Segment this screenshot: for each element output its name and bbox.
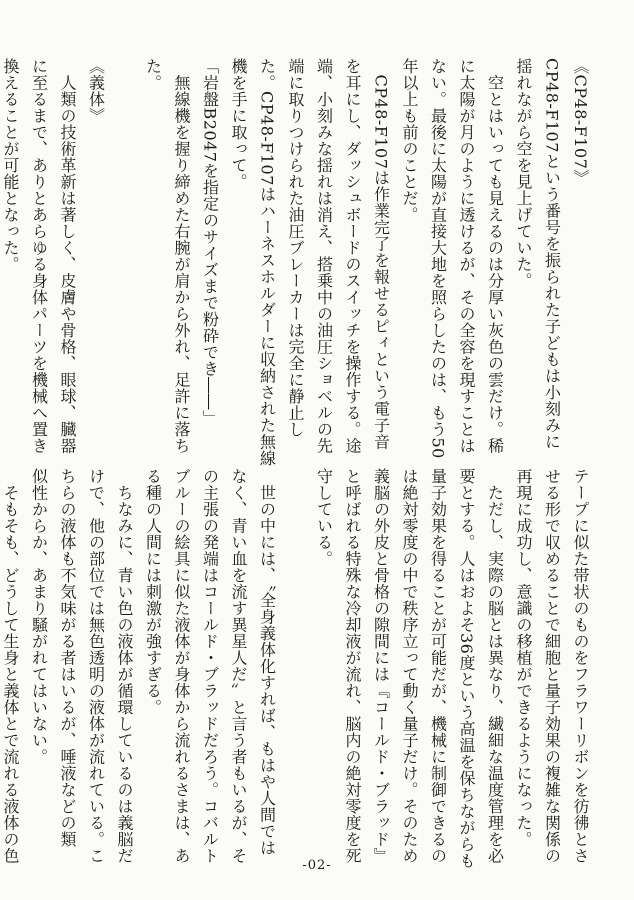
text-line: 「岩盤B2047を指定のサイズまで粉砕でき――」 [200,58,220,427]
text-line: 守している。 [314,468,334,567]
text-line: の主張の発端はコールド・ブラッドだろう。コバルト [200,468,220,864]
text-line: 再現に成功し、意識の移植ができるようになった。 [514,468,533,848]
text-line: 量子効果を得ることが可能だが、機械に制御できるの [428,468,448,864]
text-line: なく、青い血を流す異星人だ〟と言う者もいるが、そ [229,468,248,864]
text-line: 世の中には、〝全身義体化すれば、もはや人間では [257,468,277,856]
text-line: 似性からか、あまり騒がれてはいない。 [29,468,49,765]
text-line: 無線機を握り締めた右腕が肩から外れ、足許に落ち [172,58,191,454]
text-line [281,468,310,840]
text-line: ない。最後に太陽が直接大地を照らしたのは、もう50 [428,58,448,459]
text-line [110,58,139,428]
text-line: を耳にし、ダッシュボードのスイッチを操作する。途 [343,58,362,454]
text-line: そもそも、どうして生身と義体とで流れる液体の色 [1,468,20,864]
upper-text-block [1,58,594,467]
text-line: CP48-F107という番号を振られた子どもは小刻みに [542,58,562,450]
text-line: に太陽が月のように透けるが、その全容を現すことは [457,58,476,454]
text-line: る種の人間には刺激が強すぎる。 [143,468,163,716]
text-line: た。 [143,58,163,91]
text-line: 端に取りつけられた油圧ブレーカーは完全に静止し [286,58,305,438]
text-line: た。CP48-F107はハーネスホルダーに収納された無線 [257,58,277,467]
section-heading: 《CP48-F107》 [571,58,590,186]
text-line: と呼ばれる特殊な冷却液が流れ、脳内の絶対零度を死 [343,468,362,864]
text-line: に至るまで、ありとあらゆる身体パーツを機械へ置き [29,58,49,454]
text-line: は絶対零度の中で秩序立って動く量子だけ。そのため [400,468,419,864]
text-line: 揺れながら空を見上げていた。 [514,58,533,289]
page-number: -02- [302,858,332,873]
text-line: せる形で収めることで細胞と量子効果の複雑な関係の [542,468,562,864]
text-line: 換えることが可能となった。 [1,58,20,273]
text-line: 端、小刻みな揺れは消え、搭乗中の油圧ショベルの先 [314,58,334,454]
text-line: 機を手に取って。 [229,58,248,190]
text-line: テープに似た帯状のものをフラワーリボンを彷彿とさ [571,468,590,864]
text-line: ちらの液体も不気味がる者はいるが、唾液などの類 [58,468,77,848]
text-line: CP48-F107は作業完了を報せるピィという電子音 [371,58,391,450]
text-line: 年以上も前のことだ。 [400,58,419,223]
text-line: 空とはいっても見えるのは分厚い灰色の雲だけ。稀 [485,58,505,454]
section-heading: 《義体》 [86,58,106,124]
text-line: 人類の技術革新は著しく、皮膚や骨格、眼球、臓器 [58,58,77,454]
text-line: けで、他の部位では無色透明の液体が流れている。こ [86,468,106,864]
text-line: ブルーの絵具に似た液体が身体から流れるさまは、あ [172,468,191,864]
text-line: 義脳の外皮と骨格の隙間には『コールド・ブラッド』 [371,468,391,864]
text-line: ただし、実際の脳とは異なり、繊細な温度管理を必 [485,468,505,864]
text-line: 要とする。人はおよそ36度という高温を保ちながらも [457,468,476,869]
text-line: ちなみに、青い色の液体が循環しているのは義脳だ [115,468,134,864]
